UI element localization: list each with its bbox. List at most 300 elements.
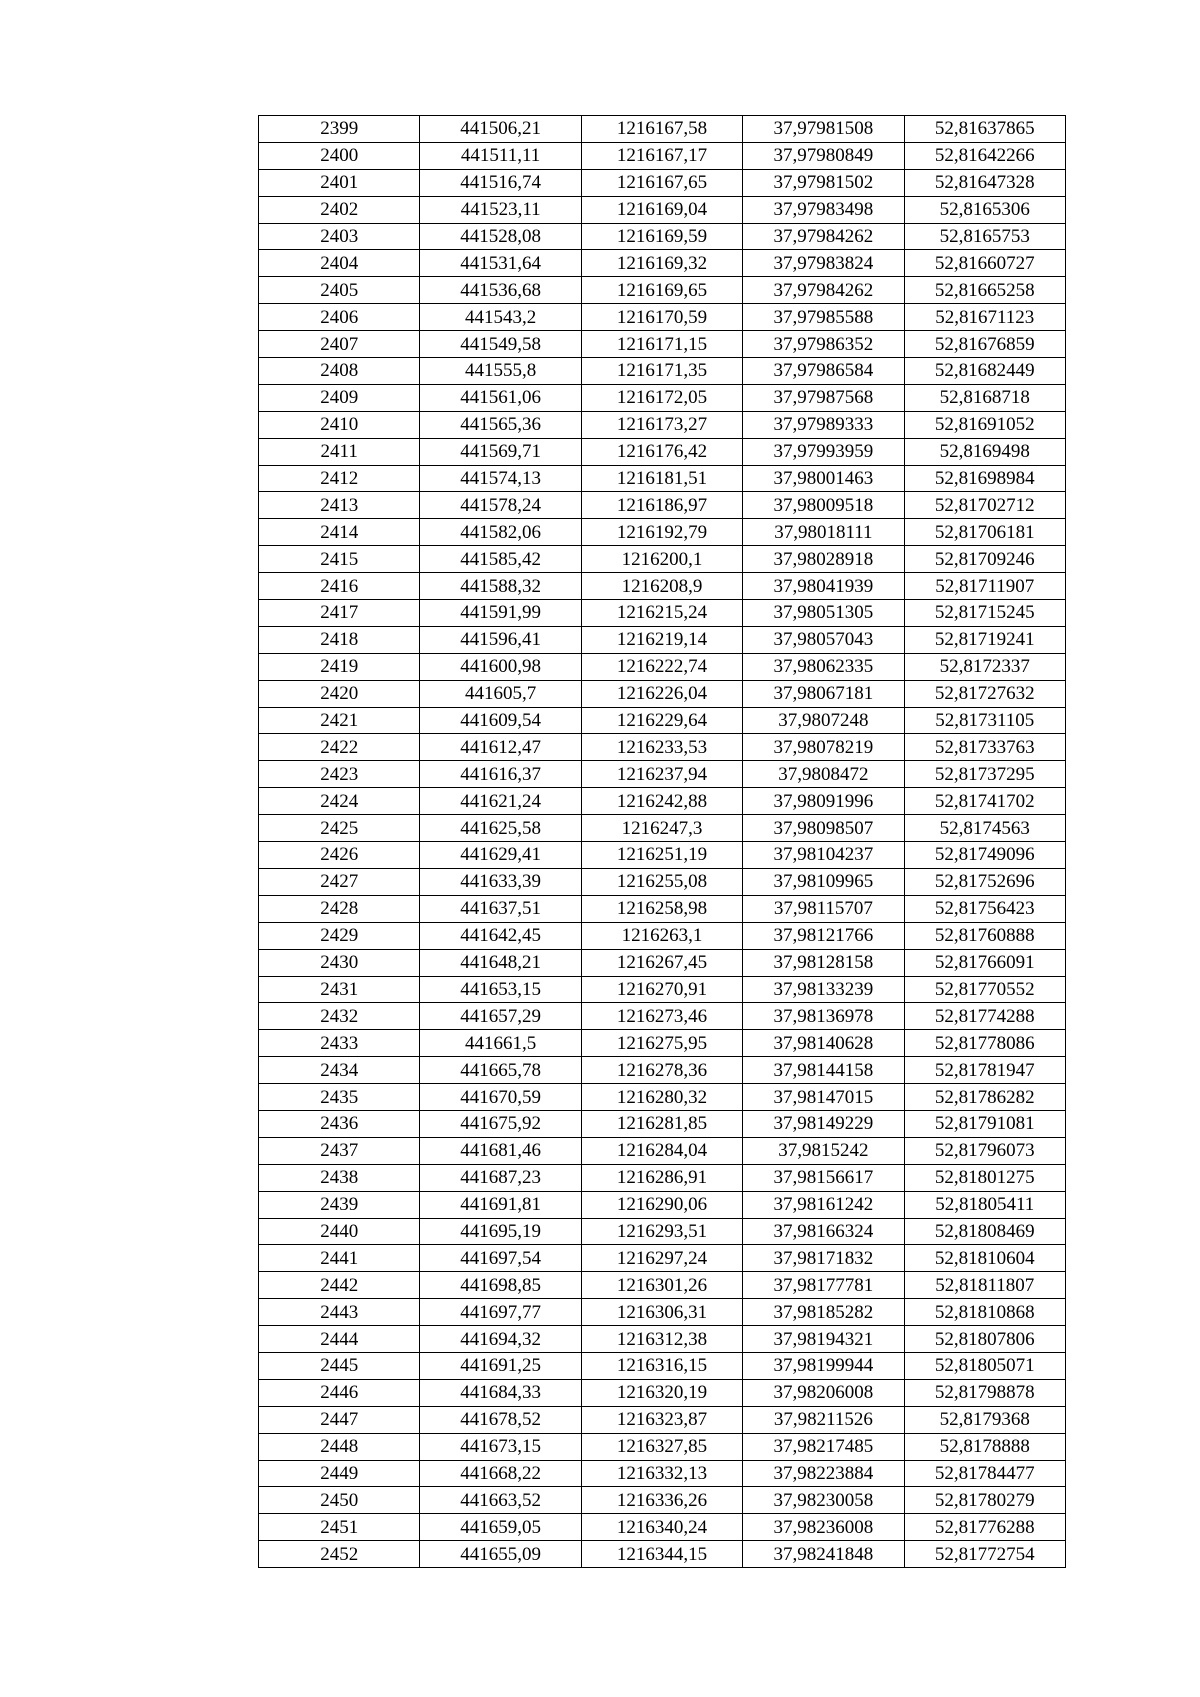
- table-row: [259, 1245, 1066, 1272]
- y-coordinate-cell: 1216320,19: [581, 1379, 742, 1406]
- latitude-cell: 52,81671123: [904, 304, 1065, 331]
- y-coordinate-cell: 1216281,85: [581, 1110, 742, 1137]
- latitude-cell: 52,81774288: [904, 1003, 1065, 1030]
- longitude-cell: 37,98136978: [743, 1003, 904, 1030]
- point-number-cell: 2427: [259, 868, 420, 895]
- longitude-cell: 37,98185282: [743, 1299, 904, 1326]
- x-coordinate-cell: 441585,42: [420, 546, 581, 573]
- x-coordinate-cell: 441691,25: [420, 1352, 581, 1379]
- table-row: [259, 734, 1066, 761]
- x-coordinate-cell: 441616,37: [420, 761, 581, 788]
- table-row: [259, 1541, 1066, 1568]
- longitude-cell: 37,9807248: [743, 707, 904, 734]
- table-row: [259, 1164, 1066, 1191]
- table-row: [259, 653, 1066, 680]
- longitude-cell: 37,98147015: [743, 1084, 904, 1111]
- point-number-cell: 2413: [259, 492, 420, 519]
- point-number-cell: 2447: [259, 1406, 420, 1433]
- x-coordinate-cell: 441506,21: [420, 116, 581, 143]
- latitude-cell: 52,81752696: [904, 868, 1065, 895]
- y-coordinate-cell: 1216267,45: [581, 949, 742, 976]
- table-row: [259, 465, 1066, 492]
- table-row: [259, 277, 1066, 304]
- table-row: [259, 304, 1066, 331]
- x-coordinate-cell: 441670,59: [420, 1084, 581, 1111]
- table-row: [259, 1218, 1066, 1245]
- point-number-cell: 2408: [259, 358, 420, 385]
- x-coordinate-cell: 441663,52: [420, 1487, 581, 1514]
- x-coordinate-cell: 441588,32: [420, 573, 581, 600]
- latitude-cell: 52,81756423: [904, 895, 1065, 922]
- y-coordinate-cell: 1216173,27: [581, 411, 742, 438]
- latitude-cell: 52,81780279: [904, 1487, 1065, 1514]
- table-row: [259, 1272, 1066, 1299]
- point-number-cell: 2444: [259, 1326, 420, 1353]
- latitude-cell: 52,81660727: [904, 250, 1065, 277]
- table-row: [259, 573, 1066, 600]
- table-row: [259, 1137, 1066, 1164]
- y-coordinate-cell: 1216169,65: [581, 277, 742, 304]
- x-coordinate-cell: 441687,23: [420, 1164, 581, 1191]
- point-number-cell: 2405: [259, 277, 420, 304]
- longitude-cell: 37,98109965: [743, 868, 904, 895]
- x-coordinate-cell: 441523,11: [420, 196, 581, 223]
- latitude-cell: 52,81805411: [904, 1191, 1065, 1218]
- latitude-cell: 52,81682449: [904, 358, 1065, 385]
- longitude-cell: 37,97983824: [743, 250, 904, 277]
- longitude-cell: 37,97981502: [743, 169, 904, 196]
- x-coordinate-cell: 441694,32: [420, 1326, 581, 1353]
- y-coordinate-cell: 1216192,79: [581, 519, 742, 546]
- y-coordinate-cell: 1216172,05: [581, 384, 742, 411]
- y-coordinate-cell: 1216251,19: [581, 842, 742, 869]
- y-coordinate-cell: 1216316,15: [581, 1352, 742, 1379]
- longitude-cell: 37,98156617: [743, 1164, 904, 1191]
- y-coordinate-cell: 1216233,53: [581, 734, 742, 761]
- latitude-cell: 52,81791081: [904, 1110, 1065, 1137]
- point-number-cell: 2404: [259, 250, 420, 277]
- longitude-cell: 37,98161242: [743, 1191, 904, 1218]
- x-coordinate-cell: 441695,19: [420, 1218, 581, 1245]
- latitude-cell: 52,81711907: [904, 573, 1065, 600]
- longitude-cell: 37,9815242: [743, 1137, 904, 1164]
- table-row: [259, 142, 1066, 169]
- point-number-cell: 2426: [259, 842, 420, 869]
- x-coordinate-cell: 441681,46: [420, 1137, 581, 1164]
- table-row: [259, 223, 1066, 250]
- y-coordinate-cell: 1216278,36: [581, 1057, 742, 1084]
- point-number-cell: 2448: [259, 1433, 420, 1460]
- x-coordinate-cell: 441582,06: [420, 519, 581, 546]
- longitude-cell: 37,98018111: [743, 519, 904, 546]
- y-coordinate-cell: 1216293,51: [581, 1218, 742, 1245]
- latitude-cell: 52,81749096: [904, 842, 1065, 869]
- longitude-cell: 37,98001463: [743, 465, 904, 492]
- y-coordinate-cell: 1216290,06: [581, 1191, 742, 1218]
- x-coordinate-cell: 441612,47: [420, 734, 581, 761]
- point-number-cell: 2407: [259, 331, 420, 358]
- latitude-cell: 52,81810868: [904, 1299, 1065, 1326]
- y-coordinate-cell: 1216344,15: [581, 1541, 742, 1568]
- latitude-cell: 52,81676859: [904, 331, 1065, 358]
- longitude-cell: 37,97984262: [743, 223, 904, 250]
- x-coordinate-cell: 441673,15: [420, 1433, 581, 1460]
- latitude-cell: 52,81801275: [904, 1164, 1065, 1191]
- table-row: [259, 358, 1066, 385]
- longitude-cell: 37,98062335: [743, 653, 904, 680]
- latitude-cell: 52,81770552: [904, 976, 1065, 1003]
- latitude-cell: 52,81737295: [904, 761, 1065, 788]
- table-row: [259, 250, 1066, 277]
- longitude-cell: 37,97986584: [743, 358, 904, 385]
- point-number-cell: 2431: [259, 976, 420, 1003]
- table-row: [259, 1030, 1066, 1057]
- longitude-cell: 37,98098507: [743, 815, 904, 842]
- latitude-cell: 52,81808469: [904, 1218, 1065, 1245]
- latitude-cell: 52,81766091: [904, 949, 1065, 976]
- longitude-cell: 37,98149229: [743, 1110, 904, 1137]
- x-coordinate-cell: 441609,54: [420, 707, 581, 734]
- table-row: [259, 707, 1066, 734]
- point-number-cell: 2410: [259, 411, 420, 438]
- table-row: [259, 1352, 1066, 1379]
- latitude-cell: 52,81741702: [904, 788, 1065, 815]
- x-coordinate-cell: 441697,77: [420, 1299, 581, 1326]
- y-coordinate-cell: 1216226,04: [581, 680, 742, 707]
- point-number-cell: 2441: [259, 1245, 420, 1272]
- point-number-cell: 2432: [259, 1003, 420, 1030]
- table-row: [259, 1433, 1066, 1460]
- x-coordinate-cell: 441574,13: [420, 465, 581, 492]
- x-coordinate-cell: 441591,99: [420, 600, 581, 627]
- y-coordinate-cell: 1216275,95: [581, 1030, 742, 1057]
- longitude-cell: 37,98128158: [743, 949, 904, 976]
- x-coordinate-cell: 441633,39: [420, 868, 581, 895]
- table-row: [259, 1487, 1066, 1514]
- x-coordinate-cell: 441678,52: [420, 1406, 581, 1433]
- latitude-cell: 52,81760888: [904, 922, 1065, 949]
- x-coordinate-cell: 441637,51: [420, 895, 581, 922]
- y-coordinate-cell: 1216167,58: [581, 116, 742, 143]
- table-row: [259, 384, 1066, 411]
- longitude-cell: 37,97981508: [743, 116, 904, 143]
- y-coordinate-cell: 1216247,3: [581, 815, 742, 842]
- y-coordinate-cell: 1216229,64: [581, 707, 742, 734]
- x-coordinate-cell: 441625,58: [420, 815, 581, 842]
- longitude-cell: 37,98199944: [743, 1352, 904, 1379]
- x-coordinate-cell: 441697,54: [420, 1245, 581, 1272]
- y-coordinate-cell: 1216167,17: [581, 142, 742, 169]
- y-coordinate-cell: 1216171,35: [581, 358, 742, 385]
- longitude-cell: 37,98217485: [743, 1433, 904, 1460]
- x-coordinate-cell: 441691,81: [420, 1191, 581, 1218]
- x-coordinate-cell: 441629,41: [420, 842, 581, 869]
- point-number-cell: 2443: [259, 1299, 420, 1326]
- point-number-cell: 2414: [259, 519, 420, 546]
- point-number-cell: 2428: [259, 895, 420, 922]
- point-number-cell: 2446: [259, 1379, 420, 1406]
- point-number-cell: 2436: [259, 1110, 420, 1137]
- latitude-cell: 52,81786282: [904, 1084, 1065, 1111]
- y-coordinate-cell: 1216270,91: [581, 976, 742, 1003]
- latitude-cell: 52,81706181: [904, 519, 1065, 546]
- longitude-cell: 37,98140628: [743, 1030, 904, 1057]
- longitude-cell: 37,97987568: [743, 384, 904, 411]
- y-coordinate-cell: 1216169,32: [581, 250, 742, 277]
- longitude-cell: 37,97985588: [743, 304, 904, 331]
- table-row: [259, 1003, 1066, 1030]
- x-coordinate-cell: 441605,7: [420, 680, 581, 707]
- point-number-cell: 2442: [259, 1272, 420, 1299]
- x-coordinate-cell: 441657,29: [420, 1003, 581, 1030]
- table-row: [259, 949, 1066, 976]
- longitude-cell: 37,98194321: [743, 1326, 904, 1353]
- point-number-cell: 2419: [259, 653, 420, 680]
- longitude-cell: 37,9808472: [743, 761, 904, 788]
- longitude-cell: 37,98009518: [743, 492, 904, 519]
- longitude-cell: 37,98223884: [743, 1460, 904, 1487]
- longitude-cell: 37,98166324: [743, 1218, 904, 1245]
- x-coordinate-cell: 441698,85: [420, 1272, 581, 1299]
- latitude-cell: 52,81796073: [904, 1137, 1065, 1164]
- table-row: [259, 761, 1066, 788]
- latitude-cell: 52,81772754: [904, 1541, 1065, 1568]
- x-coordinate-cell: 441642,45: [420, 922, 581, 949]
- point-number-cell: 2452: [259, 1541, 420, 1568]
- x-coordinate-cell: 441653,15: [420, 976, 581, 1003]
- longitude-cell: 37,98144158: [743, 1057, 904, 1084]
- x-coordinate-cell: 441561,06: [420, 384, 581, 411]
- x-coordinate-cell: 441511,11: [420, 142, 581, 169]
- point-number-cell: 2450: [259, 1487, 420, 1514]
- point-number-cell: 2445: [259, 1352, 420, 1379]
- table-row: [259, 600, 1066, 627]
- table-row: [259, 1460, 1066, 1487]
- latitude-cell: 52,8168718: [904, 384, 1065, 411]
- y-coordinate-cell: 1216208,9: [581, 573, 742, 600]
- latitude-cell: 52,81637865: [904, 116, 1065, 143]
- x-coordinate-cell: 441528,08: [420, 223, 581, 250]
- point-number-cell: 2430: [259, 949, 420, 976]
- x-coordinate-cell: 441569,71: [420, 438, 581, 465]
- table-row: [259, 1406, 1066, 1433]
- point-number-cell: 2420: [259, 680, 420, 707]
- point-number-cell: 2424: [259, 788, 420, 815]
- latitude-cell: 52,8165753: [904, 223, 1065, 250]
- longitude-cell: 37,98028918: [743, 546, 904, 573]
- point-number-cell: 2403: [259, 223, 420, 250]
- table-row: [259, 331, 1066, 358]
- table-row: [259, 1326, 1066, 1353]
- y-coordinate-cell: 1216219,14: [581, 626, 742, 653]
- longitude-cell: 37,98230058: [743, 1487, 904, 1514]
- latitude-cell: 52,81810604: [904, 1245, 1065, 1272]
- y-coordinate-cell: 1216171,15: [581, 331, 742, 358]
- x-coordinate-cell: 441543,2: [420, 304, 581, 331]
- latitude-cell: 52,8174563: [904, 815, 1065, 842]
- latitude-cell: 52,81709246: [904, 546, 1065, 573]
- longitude-cell: 37,98121766: [743, 922, 904, 949]
- y-coordinate-cell: 1216280,32: [581, 1084, 742, 1111]
- latitude-cell: 52,81727632: [904, 680, 1065, 707]
- longitude-cell: 37,98104237: [743, 842, 904, 869]
- point-number-cell: 2418: [259, 626, 420, 653]
- table-row: [259, 116, 1066, 143]
- longitude-cell: 37,98171832: [743, 1245, 904, 1272]
- table-row: [259, 438, 1066, 465]
- longitude-cell: 37,98091996: [743, 788, 904, 815]
- x-coordinate-cell: 441648,21: [420, 949, 581, 976]
- y-coordinate-cell: 1216222,74: [581, 653, 742, 680]
- latitude-cell: 52,81733763: [904, 734, 1065, 761]
- longitude-cell: 37,97984262: [743, 277, 904, 304]
- y-coordinate-cell: 1216181,51: [581, 465, 742, 492]
- table-row: [259, 411, 1066, 438]
- longitude-cell: 37,98211526: [743, 1406, 904, 1433]
- table-row: [259, 196, 1066, 223]
- longitude-cell: 37,98041939: [743, 573, 904, 600]
- table-row: [259, 626, 1066, 653]
- longitude-cell: 37,98236008: [743, 1514, 904, 1541]
- latitude-cell: 52,81784477: [904, 1460, 1065, 1487]
- table-row: [259, 1514, 1066, 1541]
- x-coordinate-cell: 441621,24: [420, 788, 581, 815]
- longitude-cell: 37,98051305: [743, 600, 904, 627]
- point-number-cell: 2434: [259, 1057, 420, 1084]
- y-coordinate-cell: 1216297,24: [581, 1245, 742, 1272]
- table-row: [259, 788, 1066, 815]
- point-number-cell: 2439: [259, 1191, 420, 1218]
- x-coordinate-cell: 441665,78: [420, 1057, 581, 1084]
- y-coordinate-cell: 1216186,97: [581, 492, 742, 519]
- longitude-cell: 37,98241848: [743, 1541, 904, 1568]
- latitude-cell: 52,81665258: [904, 277, 1065, 304]
- point-number-cell: 2416: [259, 573, 420, 600]
- point-number-cell: 2425: [259, 815, 420, 842]
- point-number-cell: 2411: [259, 438, 420, 465]
- longitude-cell: 37,98115707: [743, 895, 904, 922]
- longitude-cell: 37,98206008: [743, 1379, 904, 1406]
- table-row: [259, 976, 1066, 1003]
- latitude-cell: 52,81778086: [904, 1030, 1065, 1057]
- latitude-cell: 52,81719241: [904, 626, 1065, 653]
- point-number-cell: 2437: [259, 1137, 420, 1164]
- point-number-cell: 2423: [259, 761, 420, 788]
- y-coordinate-cell: 1216332,13: [581, 1460, 742, 1487]
- point-number-cell: 2399: [259, 116, 420, 143]
- latitude-cell: 52,81702712: [904, 492, 1065, 519]
- latitude-cell: 52,8169498: [904, 438, 1065, 465]
- longitude-cell: 37,98133239: [743, 976, 904, 1003]
- latitude-cell: 52,81691052: [904, 411, 1065, 438]
- table-row: [259, 546, 1066, 573]
- point-number-cell: 2417: [259, 600, 420, 627]
- table-row: [259, 1191, 1066, 1218]
- y-coordinate-cell: 1216242,88: [581, 788, 742, 815]
- x-coordinate-cell: 441655,09: [420, 1541, 581, 1568]
- table-row: [259, 1379, 1066, 1406]
- y-coordinate-cell: 1216170,59: [581, 304, 742, 331]
- point-number-cell: 2400: [259, 142, 420, 169]
- y-coordinate-cell: 1216273,46: [581, 1003, 742, 1030]
- point-number-cell: 2440: [259, 1218, 420, 1245]
- coordinates-table-body: [259, 116, 1066, 1568]
- y-coordinate-cell: 1216169,04: [581, 196, 742, 223]
- point-number-cell: 2449: [259, 1460, 420, 1487]
- longitude-cell: 37,97983498: [743, 196, 904, 223]
- x-coordinate-cell: 441675,92: [420, 1110, 581, 1137]
- x-coordinate-cell: 441596,41: [420, 626, 581, 653]
- x-coordinate-cell: 441684,33: [420, 1379, 581, 1406]
- x-coordinate-cell: 441668,22: [420, 1460, 581, 1487]
- x-coordinate-cell: 441555,8: [420, 358, 581, 385]
- longitude-cell: 37,98078219: [743, 734, 904, 761]
- longitude-cell: 37,97993959: [743, 438, 904, 465]
- latitude-cell: 52,81776288: [904, 1514, 1065, 1541]
- latitude-cell: 52,8172337: [904, 653, 1065, 680]
- y-coordinate-cell: 1216167,65: [581, 169, 742, 196]
- latitude-cell: 52,81807806: [904, 1326, 1065, 1353]
- x-coordinate-cell: 441531,64: [420, 250, 581, 277]
- table-row: [259, 1084, 1066, 1111]
- y-coordinate-cell: 1216169,59: [581, 223, 742, 250]
- latitude-cell: 52,81731105: [904, 707, 1065, 734]
- y-coordinate-cell: 1216255,08: [581, 868, 742, 895]
- x-coordinate-cell: 441578,24: [420, 492, 581, 519]
- latitude-cell: 52,8165306: [904, 196, 1065, 223]
- y-coordinate-cell: 1216327,85: [581, 1433, 742, 1460]
- y-coordinate-cell: 1216306,31: [581, 1299, 742, 1326]
- point-number-cell: 2409: [259, 384, 420, 411]
- point-number-cell: 2421: [259, 707, 420, 734]
- point-number-cell: 2422: [259, 734, 420, 761]
- latitude-cell: 52,81642266: [904, 142, 1065, 169]
- y-coordinate-cell: 1216312,38: [581, 1326, 742, 1353]
- point-number-cell: 2429: [259, 922, 420, 949]
- x-coordinate-cell: 441659,05: [420, 1514, 581, 1541]
- point-number-cell: 2451: [259, 1514, 420, 1541]
- y-coordinate-cell: 1216176,42: [581, 438, 742, 465]
- table-row: [259, 1057, 1066, 1084]
- y-coordinate-cell: 1216301,26: [581, 1272, 742, 1299]
- y-coordinate-cell: 1216258,98: [581, 895, 742, 922]
- x-coordinate-cell: 441536,68: [420, 277, 581, 304]
- latitude-cell: 52,81798878: [904, 1379, 1065, 1406]
- table-row: [259, 492, 1066, 519]
- latitude-cell: 52,81715245: [904, 600, 1065, 627]
- y-coordinate-cell: 1216263,1: [581, 922, 742, 949]
- x-coordinate-cell: 441516,74: [420, 169, 581, 196]
- latitude-cell: 52,81805071: [904, 1352, 1065, 1379]
- coordinates-table: [258, 115, 1066, 1568]
- longitude-cell: 37,98057043: [743, 626, 904, 653]
- latitude-cell: 52,81647328: [904, 169, 1065, 196]
- latitude-cell: 52,81698984: [904, 465, 1065, 492]
- latitude-cell: 52,8179368: [904, 1406, 1065, 1433]
- y-coordinate-cell: 1216200,1: [581, 546, 742, 573]
- latitude-cell: 52,81781947: [904, 1057, 1065, 1084]
- point-number-cell: 2402: [259, 196, 420, 223]
- table-row: [259, 815, 1066, 842]
- y-coordinate-cell: 1216286,91: [581, 1164, 742, 1191]
- longitude-cell: 37,97980849: [743, 142, 904, 169]
- point-number-cell: 2415: [259, 546, 420, 573]
- y-coordinate-cell: 1216284,04: [581, 1137, 742, 1164]
- point-number-cell: 2412: [259, 465, 420, 492]
- point-number-cell: 2438: [259, 1164, 420, 1191]
- longitude-cell: 37,97986352: [743, 331, 904, 358]
- table-row: [259, 680, 1066, 707]
